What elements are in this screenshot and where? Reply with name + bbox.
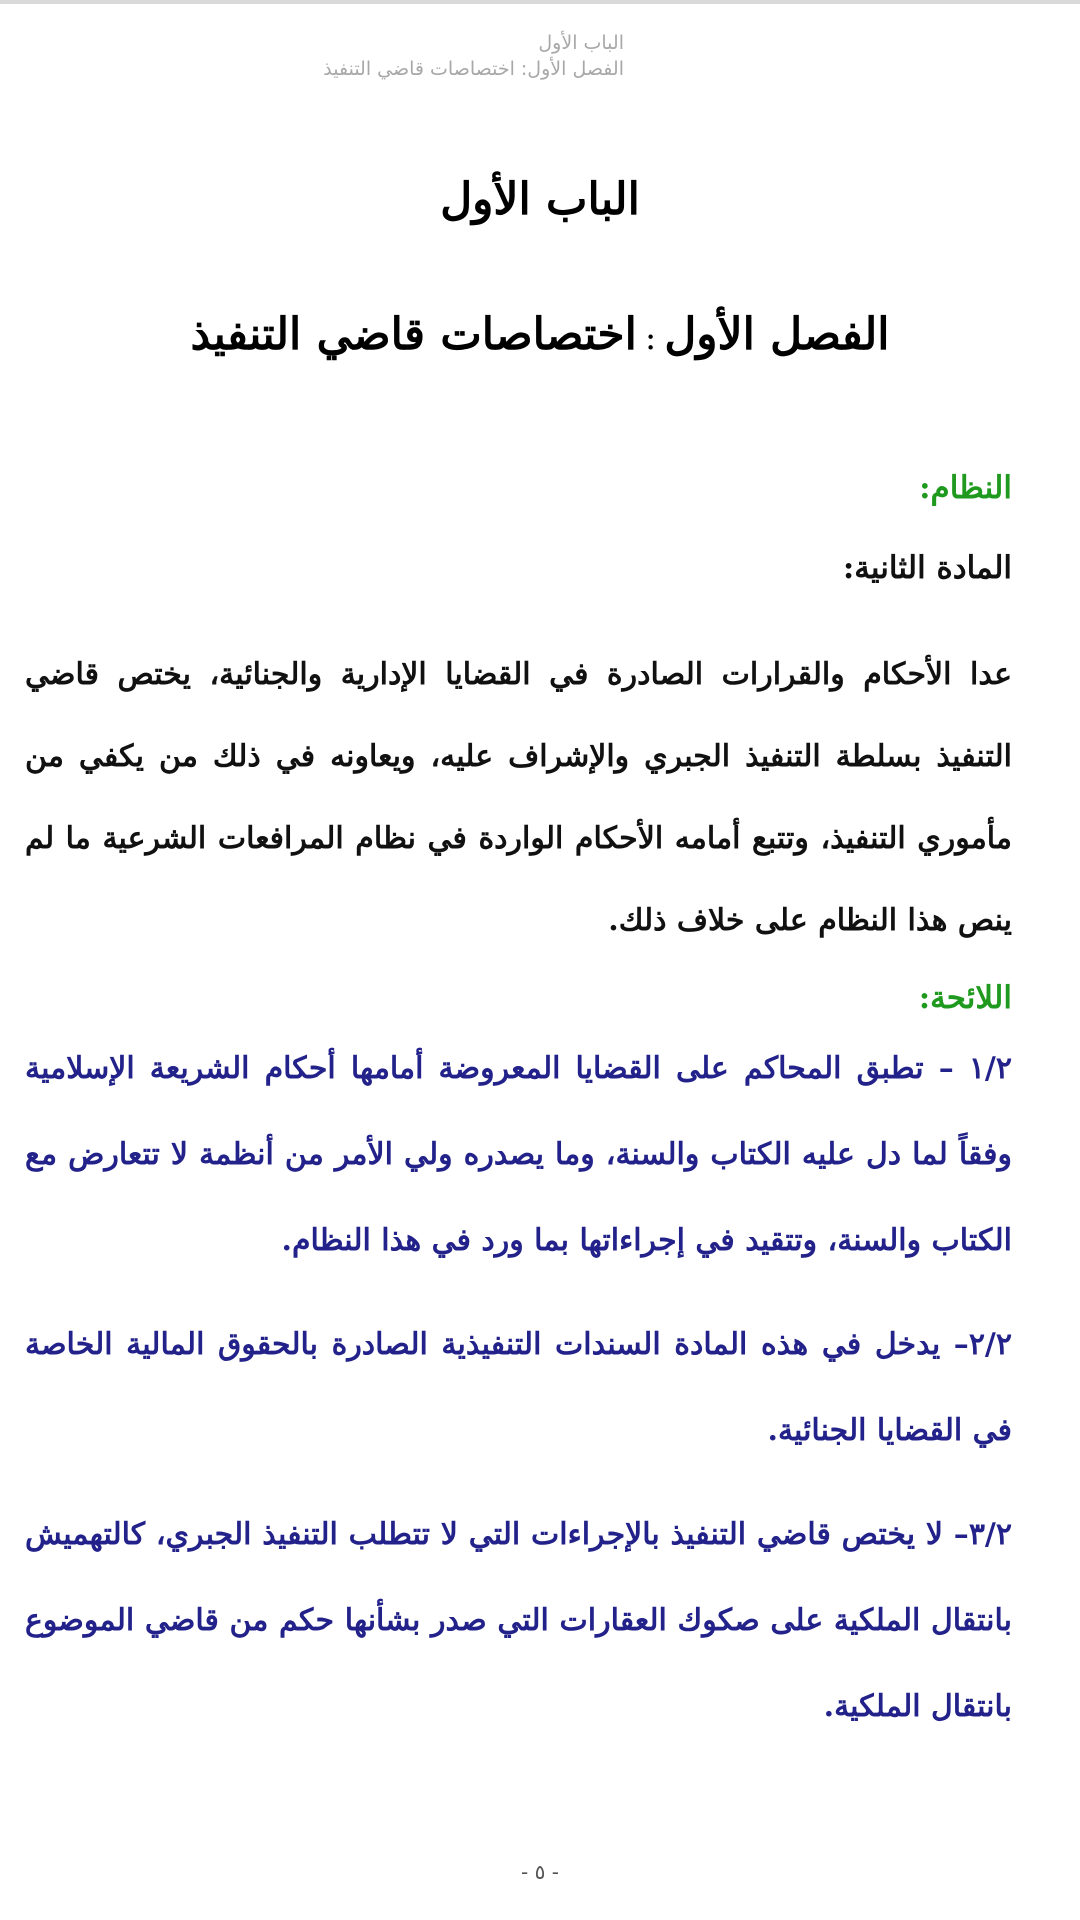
chapter-name: اختصاصات قاضي التنفيذ: [190, 309, 637, 360]
part-title: الباب الأول: [440, 174, 640, 225]
article-title: المادة الثانية:: [842, 550, 1012, 586]
chapter-title: [0, 305, 1080, 368]
page-number: - ٥ -: [521, 1860, 559, 1884]
running-header-part: الباب الأول: [538, 32, 624, 54]
bylaw-label: اللائحة:: [918, 980, 1012, 1016]
article-text: عدا الأحكام والقرارات الصادرة في القضايا الإدارية والجنائية، يختص قاضي التنفيذ بسلطة التنفيذ الجبري والإشراف عليه، ويعاونه في ذلك من يكفي من مأموري التنفيذ، وتتبع أمامه الأحكام الواردة في نظام المرافعات الشرعية ما لم ينص هذا النظام على خلاف ذلك.: [25, 657, 1012, 938]
system-label: النظام:: [919, 470, 1012, 506]
running-header-chapter: الفصل الأول: اختصاصات قاضي التنفيذ: [323, 58, 624, 80]
chapter-label: الفصل الأول: [664, 309, 890, 360]
top-divider: [0, 0, 1080, 4]
chapter-colon: :: [644, 318, 657, 358]
clause-item: ٣/٢– لا يختص قاضي التنفيذ بالإجراءات التي لا تتطلب التنفيذ الجبري، كالتهميش بانتقال الملكية على صكوك العقارات التي صدر بشأنها حكم من قاضي الموضوع بانتقال الملكية.: [25, 1517, 1012, 1724]
page-content: [25, 462, 1012, 1768]
clause-item: ١/٢ – تطبق المحاكم على القضايا المعروضة أمامها أحكام الشريعة الإسلامية وفقاً لما دل عليه الكتاب والسنة، وما يصدره ولي الأمر من أنظمة لا تتعارض مع الكتاب والسنة، وتتقيد في إجراءاتها بما ورد في هذا النظام.: [25, 1051, 1012, 1258]
running-header: [24, 30, 624, 82]
clause-item: ٢/٢– يدخل في هذه المادة السندات التنفيذية الصادرة بالحقوق المالية الخاصة في القضايا الجنائية.: [25, 1327, 1012, 1448]
